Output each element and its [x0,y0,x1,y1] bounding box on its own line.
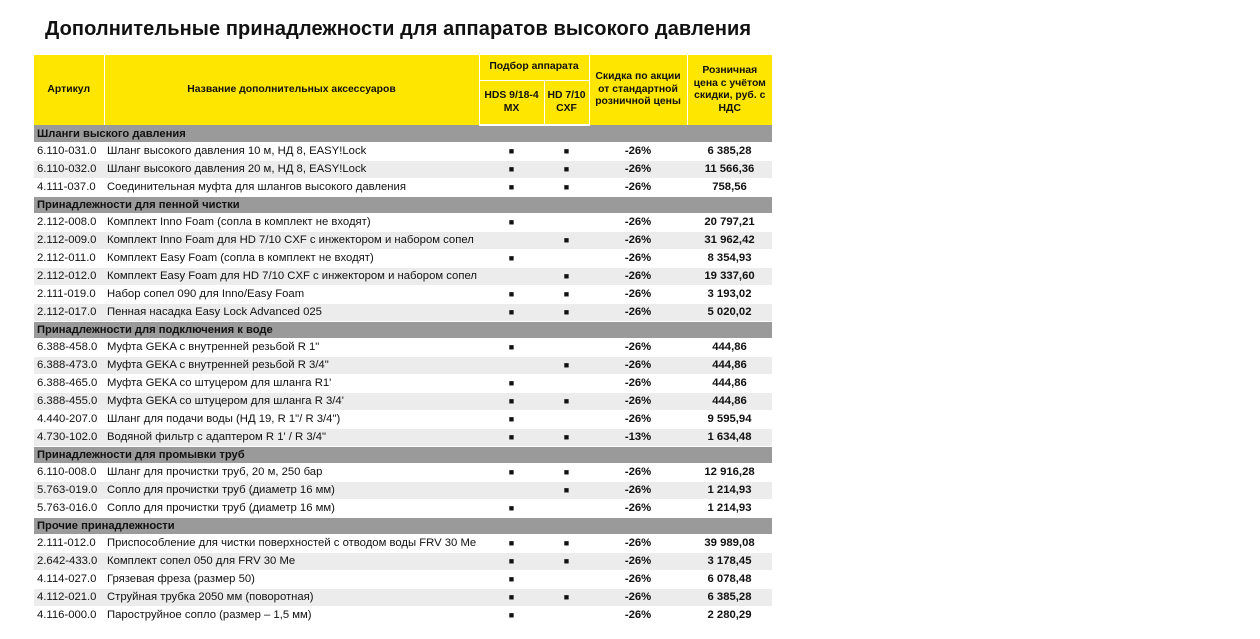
hd-marker [544,607,589,625]
article-cell: 2.112-011.0 [34,250,104,268]
name-cell: Грязевая фреза (размер 50) [104,571,479,589]
hds-marker: ■ [479,571,544,589]
hd-marker [544,411,589,429]
price-cell: 5 020,02 [687,304,772,322]
table-row [34,179,772,197]
hd-marker [544,250,589,268]
article-cell: 2.112-017.0 [34,304,104,322]
hds-marker [479,357,544,375]
hd-marker: ■ [544,143,589,161]
article-cell: 6.110-008.0 [34,464,104,482]
price-cell: 758,56 [687,179,772,197]
section-header-row [34,322,772,339]
hds-marker: ■ [479,250,544,268]
name-cell: Сопло для прочистки труб (диаметр 16 мм) [104,500,479,518]
header-model-hds: HDS 9/18-4 MX [479,81,544,126]
name-cell: Соединительная муфта для шлангов высокого давления [104,179,479,197]
name-cell: Комплект сопел 050 для FRV 30 Me [104,553,479,571]
accessories-table [34,55,772,625]
name-cell: Комплект Inno Foam для HD 7/10 CXF с инжектором и набором сопел [104,232,479,250]
hds-marker: ■ [479,429,544,447]
article-cell: 6.388-458.0 [34,339,104,357]
article-cell: 4.112-021.0 [34,589,104,607]
hd-marker [544,500,589,518]
table-body [34,125,772,625]
hd-marker: ■ [544,179,589,197]
discount-cell: -26% [589,589,687,607]
discount-cell: -26% [589,553,687,571]
section-header-row [34,447,772,464]
section-header-row [34,197,772,214]
name-cell: Набор сопел 090 для Inno/Easy Foam [104,286,479,304]
name-cell: Струйная трубка 2050 мм (поворотная) [104,589,479,607]
hd-marker [544,214,589,232]
name-cell: Шланг для прочистки труб, 20 м, 250 бар [104,464,479,482]
hd-marker: ■ [544,268,589,286]
hd-marker: ■ [544,553,589,571]
section-header-row [34,125,772,143]
table-row [34,232,772,250]
table-row [34,429,772,447]
article-cell: 2.112-008.0 [34,214,104,232]
name-cell: Комплект Easy Foam для HD 7/10 CXF с инжектором и набором сопел [104,268,479,286]
hd-marker: ■ [544,589,589,607]
table-row [34,375,772,393]
hd-marker [544,339,589,357]
discount-cell: -26% [589,607,687,625]
discount-cell: -26% [589,482,687,500]
price-cell: 11 566,36 [687,161,772,179]
discount-cell: -26% [589,250,687,268]
section-title: Принадлежности для подключения к воде [34,322,772,339]
discount-cell: -26% [589,571,687,589]
table-row [34,339,772,357]
hd-marker: ■ [544,393,589,411]
name-cell: Комплект Inno Foam (сопла в комплект не входят) [104,214,479,232]
table-row [34,268,772,286]
price-cell: 3 178,45 [687,553,772,571]
price-cell: 12 916,28 [687,464,772,482]
article-cell: 4.111-037.0 [34,179,104,197]
price-cell: 31 962,42 [687,232,772,250]
hd-marker: ■ [544,161,589,179]
hd-marker: ■ [544,482,589,500]
section-title: Прочие принадлежности [34,518,772,535]
price-cell: 20 797,21 [687,214,772,232]
hds-marker: ■ [479,411,544,429]
hds-marker: ■ [479,607,544,625]
header-model-hd: HD 7/10 CXF [544,81,589,126]
discount-cell: -26% [589,464,687,482]
discount-cell: -26% [589,232,687,250]
price-cell: 444,86 [687,339,772,357]
table-row [34,161,772,179]
section-title: Шланги выского давления [34,125,772,143]
discount-cell: -26% [589,214,687,232]
hds-marker: ■ [479,143,544,161]
name-cell: Шланг высокого давления 20 м, НД 8, EASY!Lock [104,161,479,179]
table-row [34,143,772,161]
hd-marker: ■ [544,464,589,482]
discount-cell: -26% [589,179,687,197]
price-cell: 2 280,29 [687,607,772,625]
name-cell: Пенная насадка Easy Lock Advanced 025 [104,304,479,322]
article-cell: 6.110-032.0 [34,161,104,179]
article-cell: 2.112-009.0 [34,232,104,250]
hds-marker: ■ [479,535,544,553]
hds-marker: ■ [479,589,544,607]
discount-cell: -26% [589,411,687,429]
name-cell: Комплект Easy Foam (сопла в комплект не входят) [104,250,479,268]
table-row [34,571,772,589]
table-row [34,535,772,553]
article-cell: 6.388-455.0 [34,393,104,411]
table-row [34,304,772,322]
article-cell: 4.440-207.0 [34,411,104,429]
article-cell: 2.642-433.0 [34,553,104,571]
name-cell: Пароструйное сопло (размер – 1,5 мм) [104,607,479,625]
table-row [34,357,772,375]
discount-cell: -26% [589,357,687,375]
name-cell: Сопло для прочистки труб (диаметр 16 мм) [104,482,479,500]
hds-marker: ■ [479,500,544,518]
discount-cell: -26% [589,286,687,304]
hds-marker: ■ [479,393,544,411]
hds-marker: ■ [479,553,544,571]
section-header-row [34,518,772,535]
table-row [34,553,772,571]
discount-cell: -13% [589,429,687,447]
hds-marker: ■ [479,214,544,232]
article-cell: 6.110-031.0 [34,143,104,161]
price-cell: 444,86 [687,357,772,375]
price-cell: 444,86 [687,375,772,393]
hd-marker: ■ [544,357,589,375]
price-cell: 1 634,48 [687,429,772,447]
name-cell: Муфта GEKA с внутренней резьбой R 3/4" [104,357,479,375]
hds-marker [479,232,544,250]
table-row [34,589,772,607]
discount-cell: -26% [589,304,687,322]
section-title: Принадлежности для пенной чистки [34,197,772,214]
hd-marker: ■ [544,232,589,250]
table-row [34,464,772,482]
article-cell: 2.112-012.0 [34,268,104,286]
table-row [34,607,772,625]
hd-marker: ■ [544,304,589,322]
hds-marker: ■ [479,464,544,482]
name-cell: Приспособление для чистки поверхностей с отводом воды FRV 30 Me [104,535,479,553]
table-row [34,214,772,232]
hds-marker: ■ [479,375,544,393]
price-cell: 39 989,08 [687,535,772,553]
article-cell: 4.116-000.0 [34,607,104,625]
header-price: Розничная цена с учётом скидки, руб. с НДС [687,55,772,125]
hds-marker: ■ [479,304,544,322]
hds-marker: ■ [479,179,544,197]
hd-marker: ■ [544,429,589,447]
hds-marker: ■ [479,339,544,357]
price-cell: 6 078,48 [687,571,772,589]
article-cell: 6.388-473.0 [34,357,104,375]
section-title: Принадлежности для промывки труб [34,447,772,464]
name-cell: Шланг для подачи воды (НД 19, R 1"/ R 3/4") [104,411,479,429]
name-cell: Муфта GEKA со штуцером для шланга R 3/4' [104,393,479,411]
price-cell: 9 595,94 [687,411,772,429]
hds-marker: ■ [479,286,544,304]
header-device-selection: Подбор аппарата [479,55,589,81]
hd-marker [544,571,589,589]
price-cell: 444,86 [687,393,772,411]
discount-cell: -26% [589,268,687,286]
discount-cell: -26% [589,535,687,553]
article-cell: 2.111-012.0 [34,535,104,553]
table-row [34,411,772,429]
price-cell: 6 385,28 [687,143,772,161]
header-discount: Скидка по акции от стандартной розничной цены [589,55,687,125]
price-cell: 19 337,60 [687,268,772,286]
price-cell: 8 354,93 [687,250,772,268]
page-title: Дополнительные принадлежности для аппаратов высокого давления [45,18,752,40]
hds-marker [479,482,544,500]
discount-cell: -26% [589,339,687,357]
price-cell: 1 214,93 [687,500,772,518]
hd-marker [544,375,589,393]
price-cell: 6 385,28 [687,589,772,607]
table-row [34,482,772,500]
hd-marker: ■ [544,286,589,304]
header-name: Название дополнительных аксессуаров [104,55,479,125]
hd-marker: ■ [544,535,589,553]
table-row [34,250,772,268]
table-row [34,286,772,304]
article-cell: 6.388-465.0 [34,375,104,393]
hds-marker [479,268,544,286]
name-cell: Муфта GEKA со штуцером для шланга R1' [104,375,479,393]
article-cell: 5.763-016.0 [34,500,104,518]
name-cell: Водяной фильтр с адаптером R 1' / R 3/4" [104,429,479,447]
article-cell: 4.114-027.0 [34,571,104,589]
discount-cell: -26% [589,500,687,518]
name-cell: Муфта GEKA с внутренней резьбой R 1" [104,339,479,357]
article-cell: 5.763-019.0 [34,482,104,500]
discount-cell: -26% [589,143,687,161]
table-row [34,393,772,411]
price-cell: 3 193,02 [687,286,772,304]
discount-cell: -26% [589,393,687,411]
price-cell: 1 214,93 [687,482,772,500]
header-article: Артикул [34,55,104,125]
discount-cell: -26% [589,375,687,393]
hds-marker: ■ [479,161,544,179]
article-cell: 4.730-102.0 [34,429,104,447]
discount-cell: -26% [589,161,687,179]
table-row [34,500,772,518]
name-cell: Шланг высокого давления 10 м, НД 8, EASY!Lock [104,143,479,161]
article-cell: 2.111-019.0 [34,286,104,304]
